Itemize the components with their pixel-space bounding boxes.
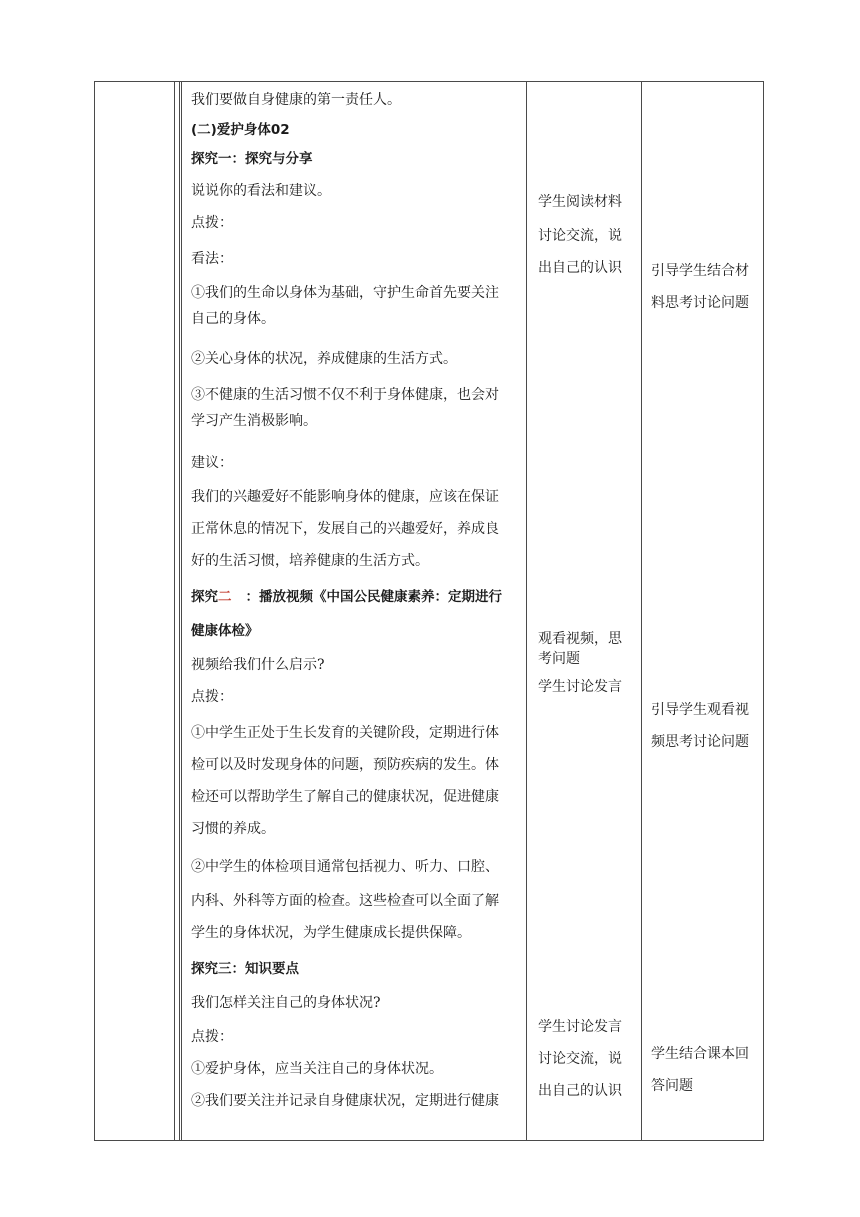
content-line: ②我们要关注并记录自身健康状况，定期进行健康 [191, 1093, 499, 1109]
content-line: 检可以及时发现身体的问题，预防疾病的发生。体 [191, 757, 499, 773]
inquiry-title: ：播放视频《中国公民健康素养：定期进行 [245, 589, 502, 605]
content-line: 我们怎样关注自己的身体状况? [191, 995, 381, 1011]
student-activity-column [538, 82, 642, 1140]
purpose-line: 学生结合课本回 [651, 1046, 749, 1062]
student-activity-line: 讨论交流，说 [538, 228, 622, 244]
student-activity-line: 学生讨论发言 [538, 679, 622, 695]
purpose-line: 答问题 [651, 1078, 693, 1094]
content-line: ②中学生的体检项目通常包括视力、听力、口腔、 [191, 859, 499, 875]
student-activity-line: 出自己的认识 [538, 260, 622, 276]
purpose-line: 频思考讨论问题 [651, 734, 749, 750]
inquiry-number: 二 [218, 589, 232, 605]
column-divider [174, 82, 175, 1140]
purpose-line: 引导学生观看视 [651, 702, 749, 718]
content-line: 学生的身体状况，为学生健康成长提供保障。 [191, 925, 471, 941]
teaching-content-column [191, 82, 527, 1140]
design-purpose-column [651, 82, 763, 1140]
student-activity-line: 学生讨论发言 [538, 1019, 622, 1035]
content-line: 自己的身体。 [191, 311, 275, 327]
purpose-line: 引导学生结合材 [651, 263, 749, 279]
purpose-line: 料思考讨论问题 [651, 295, 749, 311]
student-activity-line: 观看视频，思 [538, 631, 622, 647]
content-line: 说说你的看法和建议。 [191, 183, 331, 199]
inquiry-heading: 探究三：知识要点 [191, 961, 299, 977]
student-activity-line: 出自己的认识 [538, 1083, 622, 1099]
content-line: 建议： [191, 455, 233, 471]
column-divider [179, 82, 182, 1140]
student-activity-line: 学生阅读材料 [538, 194, 622, 210]
content-line: 点拨： [191, 215, 233, 231]
inquiry-prefix: 探究 [191, 589, 218, 605]
content-line: 习惯的养成。 [191, 821, 275, 837]
student-activity-line: 考问题 [538, 651, 580, 667]
inquiry-heading [191, 587, 502, 607]
content-line: 看法： [191, 251, 233, 267]
content-line: ①爱护身体，应当关注自己的身体状况。 [191, 1061, 443, 1077]
content-line: 学习产生消极影响。 [191, 413, 317, 429]
content-line: 我们的兴趣爱好不能影响身体的健康，应该在保证 [191, 489, 499, 505]
content-line: 正常休息的情况下，发展自己的兴趣爱好，养成良 [191, 521, 499, 537]
content-line: ①中学生正处于生长发育的关键阶段，定期进行体 [191, 725, 499, 741]
content-line: 好的生活习惯，培养健康的生活方式。 [191, 553, 429, 569]
content-line: ②关心身体的状况，养成健康的生活方式。 [191, 351, 457, 367]
content-line: 点拨： [191, 1029, 233, 1045]
content-line: 我们要做自身健康的第一责任人。 [191, 92, 401, 108]
content-line: 视频给我们什么启示? [191, 657, 325, 673]
content-line: 检还可以帮助学生了解自己的健康状况，促进健康 [191, 789, 499, 805]
inquiry-heading: 健康体检》 [191, 623, 259, 639]
lesson-table [94, 81, 764, 1141]
content-line: 内科、外科等方面的检查。这些检查可以全面了解 [191, 893, 499, 909]
section-heading: (二)爱护身体02 [191, 122, 290, 138]
inquiry-heading: 探究一：探究与分享 [191, 151, 313, 167]
content-line: ①我们的生命以身体为基础，守护生命首先要关注 [191, 285, 499, 301]
content-line: 点拨： [191, 689, 233, 705]
content-line: ③不健康的生活习惯不仅不利于身体健康，也会对 [191, 387, 499, 403]
student-activity-line: 讨论交流，说 [538, 1051, 622, 1067]
